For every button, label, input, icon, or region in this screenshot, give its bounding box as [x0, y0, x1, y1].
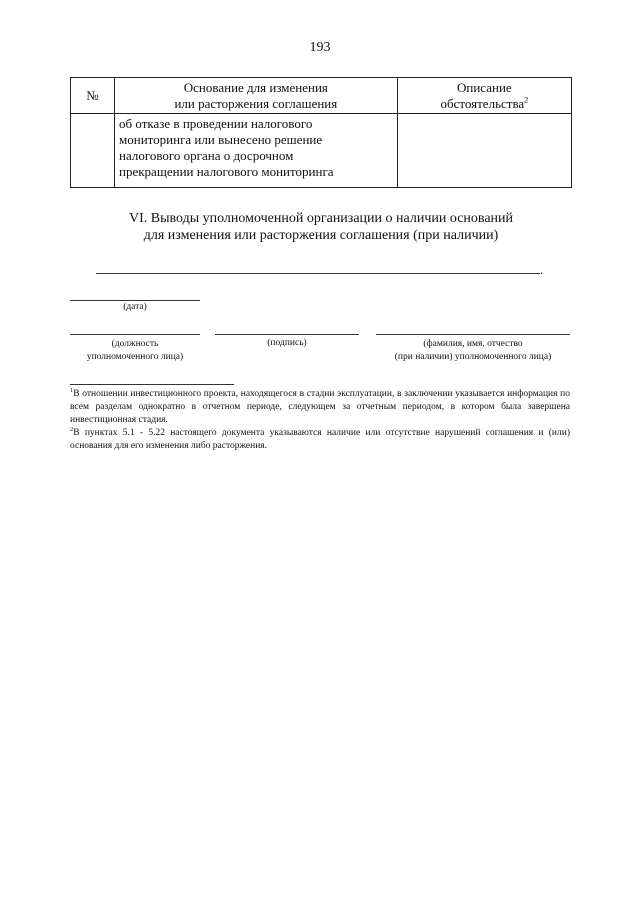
- section-title-line-1: VI. Выводы уполномоченной организации о наличии оснований: [128, 211, 514, 226]
- footnote-ref-2: 2: [524, 95, 529, 105]
- full-name-label-line-1: (фамилия, имя, отчество: [423, 339, 523, 349]
- conclusion-period: .: [540, 262, 544, 277]
- conclusion-line: [96, 273, 540, 274]
- footnote-1-mark: 1: [70, 386, 74, 394]
- table-row: [71, 114, 572, 188]
- row-basis-line-3: налогового органа о досрочном: [119, 148, 294, 163]
- section-title: [70, 210, 572, 244]
- header-desc-line-2-text: обстоятельства: [440, 95, 525, 111]
- footnote-2-mark: 2: [70, 425, 74, 433]
- date-line: [70, 300, 200, 301]
- position-label: [70, 338, 200, 364]
- header-desc-line-2: [398, 96, 571, 112]
- row-basis-line-1: об отказе в проведении налогового: [119, 116, 313, 131]
- header-number: №: [71, 78, 115, 114]
- header-description: [397, 78, 571, 114]
- position-label-line-2: уполномоченного лица): [86, 352, 184, 362]
- signature-label: (подпись): [267, 338, 307, 348]
- footnote-1-text: В отношении инвестиционного проекта, находящегося в стадии эксплуатации, в заключении указывается информация по всем разделам однократно в отчетном периоде, следующем за отчетным периодом, в котором была завершена инвестиционная стадия.: [70, 389, 570, 425]
- header-basis-line-1: Основание для изменения: [183, 79, 328, 95]
- header-basis-line-2: или расторжения соглашения: [174, 95, 338, 111]
- full-name-label: [370, 338, 576, 364]
- page-number: 193: [309, 40, 331, 55]
- conditions-table: [70, 77, 572, 188]
- row-basis-line-2: мониторинга или вынесено решение: [119, 132, 323, 147]
- section-title-line-2: для изменения или расторжения соглашения (при наличии): [143, 228, 499, 243]
- position-label-line-1: (должность: [111, 339, 159, 349]
- header-desc-line-1: Описание: [457, 79, 512, 95]
- position-line: [70, 334, 200, 335]
- footnote-2-text: В пунктах 5.1 - 5.22 настоящего документа указываются наличие или отсутствие нарушений соглашения и (или) основания для его изменения либо расторжения.: [70, 428, 570, 451]
- table-header-row: [71, 78, 572, 114]
- full-name-label-line-2: (при наличии) уполномоченного лица): [394, 352, 552, 362]
- full-name-line: [376, 334, 570, 335]
- footnote-2: [70, 427, 570, 453]
- row-description-cell: [397, 114, 571, 188]
- date-label: (дата): [123, 302, 147, 312]
- row-number-cell: [71, 114, 115, 188]
- footnote-separator: [70, 384, 234, 385]
- footnotes: [70, 388, 570, 453]
- row-basis-cell: [115, 114, 398, 188]
- row-basis-line-4: прекращении налогового мониторинга: [119, 164, 334, 179]
- footnote-1: [70, 388, 570, 427]
- header-basis: [115, 78, 398, 114]
- signature-line: [215, 334, 359, 335]
